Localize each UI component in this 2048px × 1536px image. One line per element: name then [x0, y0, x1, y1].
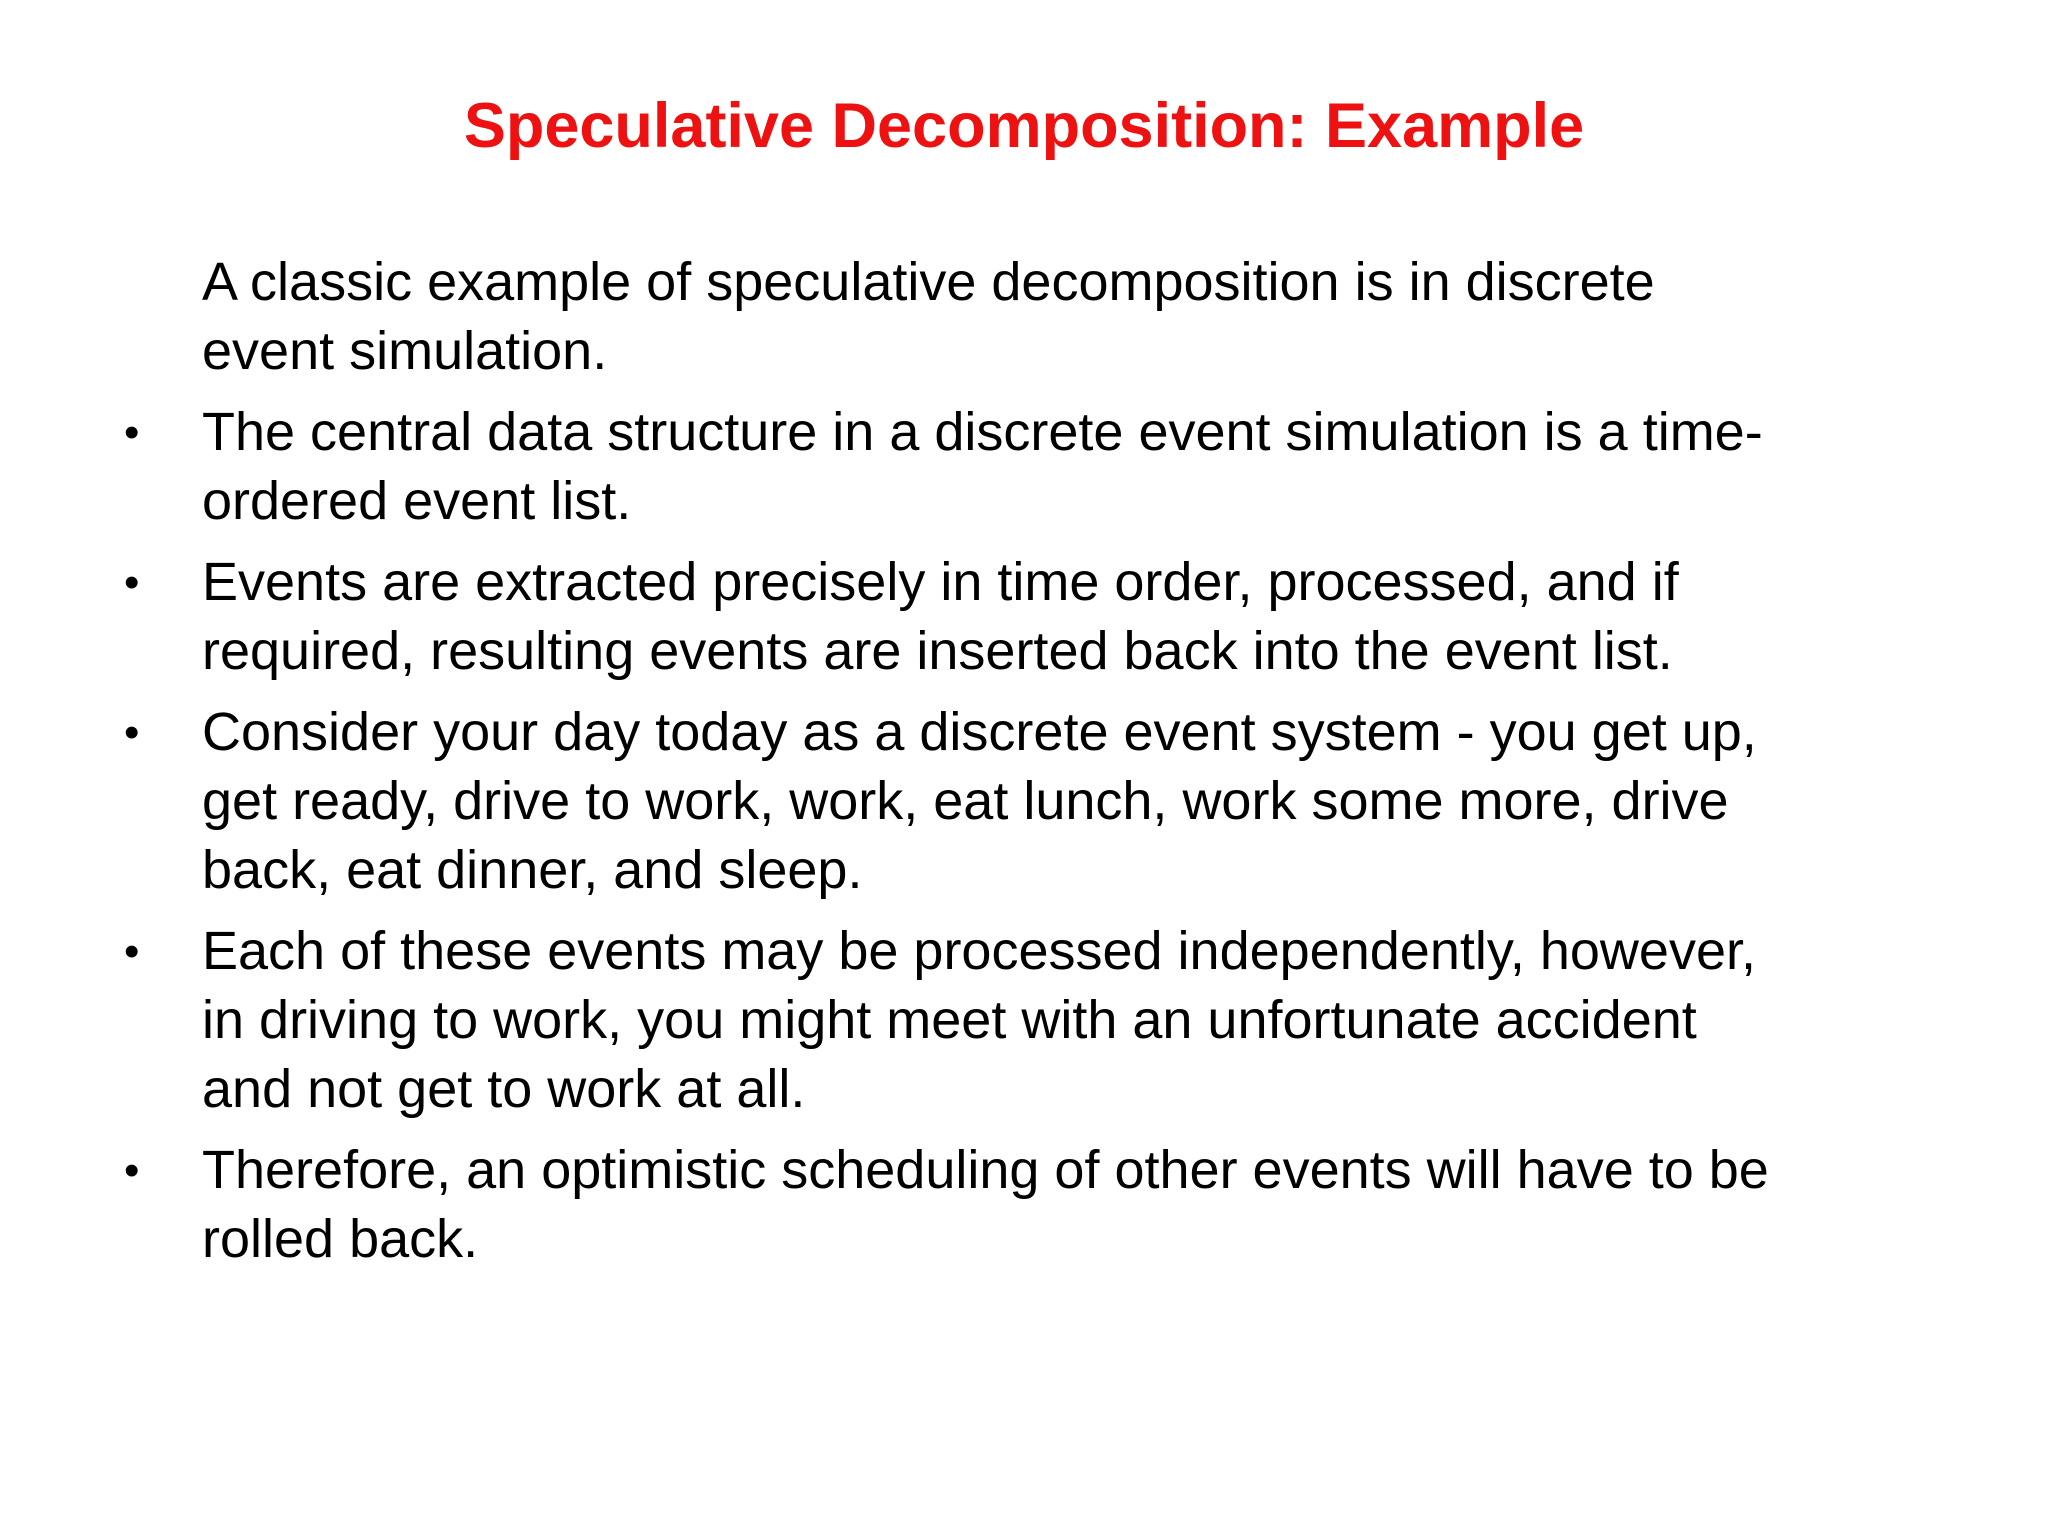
bullet-item — [0, 548, 1790, 686]
bullet-text: Consider your day today as a discrete event system - you get up, get ready, drive to work, work, eat lunch, work some more, drive back, eat dinner, and sleep. — [202, 702, 1757, 900]
bullet-item — [0, 1136, 1790, 1274]
intro-paragraph — [0, 248, 1790, 386]
bullet-dot-icon: • — [124, 708, 140, 757]
intro-text: A classic example of speculative decomposition is in discrete event simulation. — [202, 252, 1655, 381]
bullet-dot-icon: • — [124, 408, 140, 457]
bullet-dot-icon: • — [124, 558, 140, 607]
bullet-item — [0, 917, 1790, 1124]
bullet-text: Events are extracted precisely in time order, processed, and if required, resulting events are inserted back into the event list. — [202, 552, 1679, 681]
bullet-item — [0, 398, 1790, 536]
bullet-dot-icon: • — [124, 1146, 140, 1195]
slide-title: Speculative Decomposition: Example — [463, 91, 1585, 161]
bullet-text: The central data structure in a discrete event simulation is a time-ordered event list. — [202, 402, 1763, 531]
bullet-text: Each of these events may be processed independently, however, in driving to work, you might meet with an unfortunate accident and not get to work at all. — [202, 921, 1756, 1119]
bullet-dot-icon: • — [124, 927, 140, 976]
bullet-item — [0, 698, 1790, 905]
slide-body — [0, 248, 2048, 1286]
bullet-text: Therefore, an optimistic scheduling of other events will have to be rolled back. — [202, 1140, 1769, 1269]
